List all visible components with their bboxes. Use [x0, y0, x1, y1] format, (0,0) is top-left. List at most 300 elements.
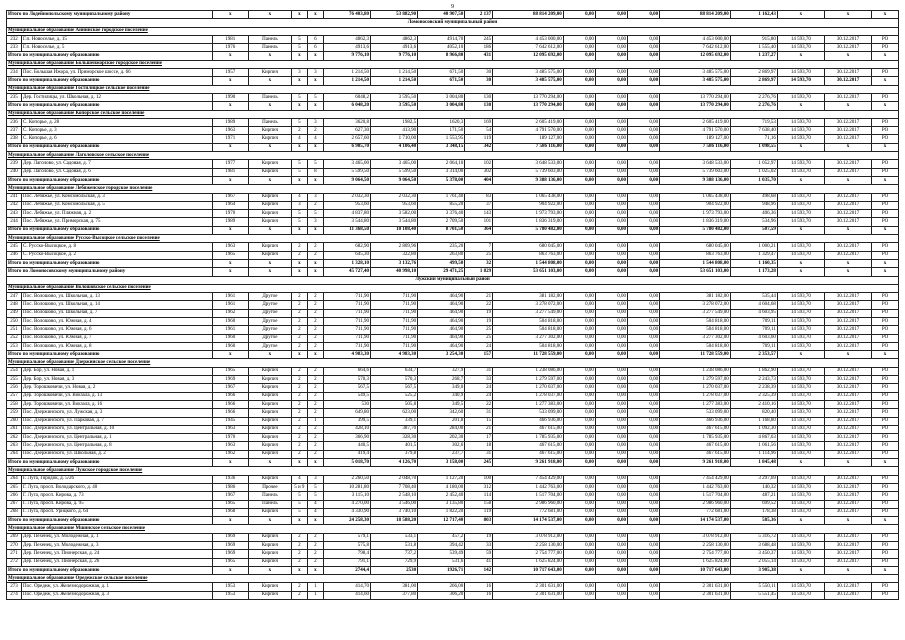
value-cell: 2 986 960,00 — [493, 500, 564, 508]
value-cell: 0,00 — [627, 384, 659, 392]
value-cell: 1966 — [212, 392, 248, 400]
value-cell: 0,00 — [595, 193, 627, 201]
value-cell: РО — [872, 384, 899, 392]
value-cell: 904 922,00 — [493, 201, 564, 209]
value-cell: 0,00 — [627, 193, 659, 201]
row-number-cell: 268 — [7, 508, 22, 516]
value-cell: 14 593,70 — [777, 533, 824, 541]
address-cell: Дер. Бор, ул. Новая, д. 1 — [21, 367, 212, 375]
value-cell: 0,00 — [595, 558, 627, 566]
value-cell: 8 701,50 — [418, 226, 465, 234]
row-number-cell: 235 — [7, 93, 22, 101]
value-cell: 1969 — [212, 542, 248, 550]
value-cell: 0,00 — [627, 201, 659, 209]
value-cell: x — [249, 52, 292, 60]
value-cell: 130 — [465, 93, 493, 101]
value-cell: 3 348,15 — [418, 143, 465, 151]
value-cell: Кирпич — [249, 376, 292, 384]
value-cell: 404 — [465, 176, 493, 184]
value-cell: 0,00 — [627, 160, 659, 168]
address-cell: Дер. Пехенец, ул. Молодежная, д. 1 — [21, 533, 212, 541]
value-cell: x — [777, 459, 824, 467]
value-cell: 5 — [291, 44, 307, 52]
total-row — [7, 351, 899, 359]
value-cell: 30.12.2017 — [824, 367, 871, 375]
value-cell: 31 — [465, 450, 493, 458]
value-cell: РО — [872, 93, 899, 101]
value-cell: 5 — [291, 500, 307, 508]
value-cell: 0,00 — [595, 210, 627, 218]
value-cell: 0,00 — [595, 176, 627, 184]
value-cell: 14 593,70 — [777, 483, 824, 491]
value-cell: 30.12.2017 — [824, 500, 871, 508]
value-cell: 1 065 438,00 — [660, 193, 731, 201]
value-cell: x — [824, 459, 871, 467]
value-cell: 0,00 — [563, 293, 595, 301]
value-cell: 1 114,96 — [730, 450, 777, 458]
value-cell: 119 — [465, 508, 493, 516]
value-cell: 8 966,80 — [418, 52, 465, 60]
value-cell: 1963 — [212, 425, 248, 433]
value-cell: 76 403,80 — [323, 11, 370, 19]
value-cell: 5 — [291, 210, 307, 218]
value-cell: 101 — [465, 218, 493, 226]
value-cell: x — [824, 52, 871, 60]
value-cell: Кирпич — [249, 210, 292, 218]
value-cell: 3 — [307, 218, 323, 226]
municipality-title: Муниципальное образование Оредежское сельское поселение — [7, 575, 899, 583]
value-cell: 0,00 — [627, 143, 659, 151]
value-cell: 0,00 — [627, 293, 659, 301]
value-cell: 4862,3 — [323, 35, 370, 43]
value-cell: 14 593,70 — [777, 376, 824, 384]
table-row — [7, 193, 899, 201]
value-cell: 406,36 — [730, 210, 777, 218]
value-cell: x — [824, 143, 871, 151]
value-cell: 535,44 — [730, 293, 777, 301]
value-cell: 3 277 302,00 — [660, 334, 731, 342]
value-cell: 266,00 — [418, 583, 465, 591]
municipality-title: Муниципальное образование Мшинское сельское поселение — [7, 525, 899, 533]
value-cell: 0,00 — [627, 492, 659, 500]
value-cell: 1970 — [212, 434, 248, 442]
table-row — [7, 93, 899, 101]
value-cell: 457,2 — [418, 533, 465, 541]
value-cell: 30.12.2017 — [824, 193, 871, 201]
value-cell: 3 546,00 — [371, 500, 418, 508]
value-cell: 772 681,00 — [660, 508, 731, 516]
value-cell: 0,00 — [627, 566, 659, 574]
address-cell: Г. Луга, просп. Кирова, д. 73 — [21, 492, 212, 500]
value-cell: 1 — [307, 591, 323, 599]
row-number-cell: 238 — [7, 135, 22, 143]
value-cell: 1 442 763,00 — [660, 483, 731, 491]
value-cell: x — [212, 566, 248, 574]
value-cell: 2 869,97 — [730, 77, 777, 85]
value-cell: 14 593,70 — [777, 35, 824, 43]
value-cell: 2 238,39 — [730, 384, 777, 392]
value-cell: 263,80 — [418, 251, 465, 259]
table-row — [7, 201, 899, 209]
value-cell: РО — [872, 218, 899, 226]
table-row — [7, 409, 899, 417]
table-row — [7, 317, 899, 325]
value-cell: 14 174 537,00 — [493, 517, 564, 525]
value-cell: 414,60 — [323, 591, 370, 599]
value-cell: 2 — [291, 367, 307, 375]
value-cell: 0,00 — [627, 93, 659, 101]
value-cell: 0,00 — [563, 483, 595, 491]
row-number-cell: 240 — [7, 168, 22, 176]
value-cell: 30.12.2017 — [824, 533, 871, 541]
table-row — [7, 367, 899, 375]
value-cell: 4 — [307, 500, 323, 508]
value-cell: 0,00 — [563, 550, 595, 558]
value-cell: 2530 — [371, 566, 418, 574]
value-cell: 30.12.2017 — [824, 550, 871, 558]
value-cell: 30.12.2017 — [824, 35, 871, 43]
value-cell: 711,90 — [371, 293, 418, 301]
value-cell: x — [824, 268, 871, 276]
address-cell: Дер. Гостилицы, ул. Школьная, д. 12 — [21, 93, 212, 101]
value-cell: 30.12.2017 — [824, 334, 871, 342]
value-cell: 268,7 — [418, 376, 465, 384]
value-cell: 339,1 — [371, 417, 418, 425]
value-cell: 25 — [465, 326, 493, 334]
value-cell: 1 836 319,00 — [660, 218, 731, 226]
value-cell: 6 905,70 — [323, 143, 370, 151]
value-cell: 0,00 — [595, 52, 627, 60]
total-label-cell: Итого по Ломоносовскому муниципальному району — [7, 268, 213, 276]
value-cell: 671,50 — [418, 77, 465, 85]
value-cell: 4 — [291, 135, 307, 143]
value-cell: 533,1 — [371, 533, 418, 541]
address-cell: Пос. Лебяжье, ул. Комсомольская, д. 3 — [21, 193, 212, 201]
value-cell: 2 — [307, 251, 323, 259]
value-cell: 4 — [307, 135, 323, 143]
value-cell: 30.12.2017 — [824, 201, 871, 209]
total-row — [7, 459, 899, 467]
value-cell: 1965 — [212, 558, 248, 566]
value-cell: 30.12.2017 — [824, 342, 871, 350]
value-cell: Другое — [249, 317, 292, 325]
value-cell: 3 004,80 — [418, 102, 465, 110]
value-cell: 30.12.2017 — [824, 93, 871, 101]
address-cell: Пос. Дзержинского, ул. Лужская, д. 3 — [21, 409, 212, 417]
value-cell: РО — [872, 442, 899, 450]
value-cell: 0,00 — [627, 425, 659, 433]
value-cell: 4 837,80 — [323, 210, 370, 218]
value-cell: 30.12.2017 — [824, 558, 871, 566]
value-cell: 12 717,40 — [418, 517, 465, 525]
address-cell: Дер. Бор, ул. Новая, д. 3 — [21, 376, 212, 384]
value-cell: x — [777, 102, 824, 110]
value-cell: Кирпич — [249, 400, 292, 408]
value-cell: РО — [872, 44, 899, 52]
value-cell: x — [872, 52, 899, 60]
total-row — [7, 176, 899, 184]
value-cell: 14 593,70 — [777, 550, 824, 558]
value-cell: 2 — [291, 417, 307, 425]
value-cell: 0,00 — [563, 442, 595, 450]
value-cell: 25 — [465, 251, 493, 259]
row-number-cell: 255 — [7, 376, 22, 384]
value-cell: 855,20 — [418, 201, 465, 209]
municipality-header-row — [7, 152, 899, 160]
value-cell: 0,00 — [627, 483, 659, 491]
value-cell: 14 593,70 — [777, 317, 824, 325]
value-cell: 3 450,37 — [730, 550, 777, 558]
value-cell: 711,90 — [371, 309, 418, 317]
value-cell: 5 551,45 — [730, 591, 777, 599]
value-cell: 2 — [307, 334, 323, 342]
value-cell: Кирпич — [249, 201, 292, 209]
value-cell: 4 106,40 — [371, 143, 418, 151]
table-row — [7, 450, 899, 458]
value-cell: 13 770 294,00 — [660, 93, 731, 101]
value-cell: 2 — [291, 342, 307, 350]
value-cell: 9 388 136,00 — [660, 176, 731, 184]
value-cell: 387,70 — [371, 425, 418, 433]
value-cell: 2 605 419,00 — [493, 118, 564, 126]
value-cell: 711,90 — [371, 334, 418, 342]
value-cell: РО — [872, 392, 899, 400]
value-cell: 0,00 — [595, 293, 627, 301]
value-cell: 1 098,55 — [730, 143, 777, 151]
table-row — [7, 334, 899, 342]
total-row — [7, 259, 899, 267]
value-cell: 30.12.2017 — [824, 492, 871, 500]
value-cell: 2 — [307, 317, 323, 325]
value-cell: 0,00 — [627, 376, 659, 384]
value-cell: 0,00 — [627, 127, 659, 135]
value-cell: 5 — [291, 35, 307, 43]
value-cell: 1963 — [212, 243, 248, 251]
value-cell: 302,6 — [418, 442, 465, 450]
value-cell: 10 108,40 — [371, 226, 418, 234]
value-cell: 1 173,28 — [730, 268, 777, 276]
value-cell: 30.12.2017 — [824, 425, 871, 433]
value-cell: 1 442 763,00 — [493, 483, 564, 491]
value-cell: 413,90 — [371, 127, 418, 135]
value-cell: Другое — [249, 326, 292, 334]
value-cell: 14 593,70 — [777, 77, 824, 85]
value-cell: 0,00 — [627, 52, 659, 60]
value-cell: 71,16 — [730, 135, 777, 143]
address-cell: Пос. Волошово, ул. Южная, д. 6 — [21, 326, 212, 334]
value-cell: x — [777, 11, 824, 19]
value-cell: 575,8 — [323, 542, 370, 550]
value-cell: 2 — [291, 301, 307, 309]
value-cell: 2 — [307, 558, 323, 566]
value-cell: Кирпич — [249, 251, 292, 259]
value-cell: 7 454 429,00 — [660, 475, 731, 483]
value-cell: x — [872, 517, 899, 525]
value-cell: 30.12.2017 — [824, 309, 871, 317]
value-cell: 711,90 — [323, 309, 370, 317]
value-cell: 0,00 — [627, 259, 659, 267]
value-cell: 2 — [291, 409, 307, 417]
value-cell: 0,00 — [627, 417, 659, 425]
value-cell: 0,00 — [563, 384, 595, 392]
value-cell: 0,00 — [563, 367, 595, 375]
value-cell: 1966 — [212, 400, 248, 408]
row-number-cell: 269 — [7, 533, 22, 541]
value-cell: 0,00 — [595, 566, 627, 574]
value-cell: 709,11 — [730, 326, 777, 334]
value-cell: x — [291, 102, 307, 110]
value-cell: 0,00 — [627, 400, 659, 408]
total-row — [7, 143, 899, 151]
value-cell: 0,00 — [563, 591, 595, 599]
value-cell: 14 593,70 — [777, 168, 824, 176]
value-cell: 5 550,11 — [730, 583, 777, 591]
value-cell: РО — [872, 210, 899, 218]
value-cell: Кирпич — [249, 367, 292, 375]
value-cell: x — [872, 176, 899, 184]
value-cell: 245 — [465, 35, 493, 43]
value-cell: x — [824, 11, 871, 19]
value-cell: 17 — [465, 434, 493, 442]
total-row — [7, 102, 899, 110]
value-cell: 1 270 037,00 — [660, 384, 731, 392]
value-cell: 0,00 — [563, 425, 595, 433]
value-cell: x — [291, 459, 307, 467]
value-cell: 0,00 — [595, 168, 627, 176]
table-row — [7, 500, 899, 508]
value-cell: Кирпич — [249, 583, 292, 591]
value-cell: 1968 — [212, 508, 248, 516]
row-number-cell: 251 — [7, 326, 22, 334]
value-cell: 3 — [291, 69, 307, 77]
value-cell: Кирпич — [249, 508, 292, 516]
value-cell: РО — [872, 243, 899, 251]
value-cell: x — [872, 268, 899, 276]
value-cell: РО — [872, 492, 899, 500]
row-number-cell: 264 — [7, 450, 22, 458]
value-cell: Кирпич — [249, 442, 292, 450]
value-cell: 1 237,27 — [730, 52, 777, 60]
value-cell: 1 238 086,00 — [493, 367, 564, 375]
value-cell: 14 593,70 — [777, 583, 824, 591]
value-cell: 1 973 793,00 — [493, 210, 564, 218]
value-cell: 1960 — [212, 342, 248, 350]
value-cell: x — [249, 517, 292, 525]
value-cell: 2 — [291, 376, 307, 384]
value-cell: Кирпич — [249, 243, 292, 251]
value-cell: 0,00 — [627, 475, 659, 483]
value-cell: 504 818,00 — [493, 342, 564, 350]
value-cell: 30.12.2017 — [824, 301, 871, 309]
district-title: Ломоносовский муниципальный район — [7, 19, 899, 27]
value-cell: 719,53 — [730, 118, 777, 126]
value-cell: 381 182,00 — [660, 293, 731, 301]
value-cell: 7 638,40 — [730, 127, 777, 135]
value-cell: 467 615,00 — [660, 425, 731, 433]
value-cell: 0,00 — [595, 35, 627, 43]
address-cell: С. Русско-Высоцкое, д. 8 — [21, 243, 212, 251]
value-cell: 498,68 — [730, 193, 777, 201]
value-cell: 0,00 — [563, 135, 595, 143]
address-cell: Пос. Дзержинского, ул. Школьная, д. 2 — [21, 450, 212, 458]
value-cell: 467 615,00 — [493, 450, 564, 458]
value-cell: 467 615,00 — [493, 425, 564, 433]
value-cell: 9 261 918,00 — [493, 459, 564, 467]
value-cell: 2 657,60 — [323, 135, 370, 143]
value-cell: 14 593,70 — [777, 475, 824, 483]
value-cell: 504 818,00 — [660, 342, 731, 350]
value-cell: 2 — [291, 334, 307, 342]
value-cell: 1 277 383,00 — [660, 400, 731, 408]
value-cell: 0,00 — [563, 118, 595, 126]
value-cell: 59 — [465, 550, 493, 558]
value-cell: 464,90 — [418, 326, 465, 334]
value-cell: x — [307, 517, 323, 525]
value-cell: 0,00 — [563, 309, 595, 317]
value-cell: 3 277 549,00 — [493, 309, 564, 317]
value-cell: Кирпич — [249, 475, 292, 483]
total-label-cell: Итого по муниципальному образованию — [7, 176, 213, 184]
value-cell: 570,3 — [323, 376, 370, 384]
value-cell: 711,90 — [371, 301, 418, 309]
value-cell: x — [824, 176, 871, 184]
value-cell: РО — [872, 293, 899, 301]
value-cell: 820,40 — [730, 409, 777, 417]
value-cell: 45 727,40 — [323, 268, 370, 276]
value-cell: Панель — [249, 500, 292, 508]
value-cell: 5 — [291, 492, 307, 500]
value-cell: 6 — [307, 44, 323, 52]
value-cell: 530 — [323, 400, 370, 408]
value-cell: 14 593,70 — [777, 500, 824, 508]
value-cell: 0,00 — [627, 69, 659, 77]
value-cell: 1953 — [212, 583, 248, 591]
total-row — [7, 11, 899, 19]
value-cell: 4 453 000,00 — [493, 35, 564, 43]
value-cell: 0,00 — [563, 301, 595, 309]
value-cell: 1961 — [212, 301, 248, 309]
address-cell: Пос. Волошово, ул. Школьная, д. 13 — [21, 293, 212, 301]
value-cell: 13 770 294,00 — [493, 102, 564, 110]
value-cell: 83 — [465, 193, 493, 201]
value-cell: 3 297,69 — [730, 475, 777, 483]
value-cell: 140,32 — [730, 483, 777, 491]
value-cell: 30.12.2017 — [824, 44, 871, 52]
value-cell: 2 301 631,00 — [493, 591, 564, 599]
value-cell: 5 — [307, 492, 323, 500]
value-cell: 2 — [291, 251, 307, 259]
value-cell: РО — [872, 400, 899, 408]
value-cell: 585,36 — [730, 517, 777, 525]
value-cell: 14 593,70 — [777, 434, 824, 442]
value-cell: 2 — [291, 550, 307, 558]
value-cell: 649,80 — [323, 409, 370, 417]
value-cell: 342 — [465, 143, 493, 151]
value-cell: 699,52 — [730, 500, 777, 508]
value-cell: 2 301 631,00 — [493, 583, 564, 591]
value-cell: 3 278 072,00 — [493, 301, 564, 309]
table-body — [7, 11, 899, 600]
total-label-cell: Итого по муниципальному образованию — [7, 52, 213, 60]
value-cell: 0,00 — [627, 442, 659, 450]
value-cell: 30.12.2017 — [824, 135, 871, 143]
value-cell: РО — [872, 508, 899, 516]
value-cell: 0,00 — [627, 176, 659, 184]
value-cell: 3 314,00 — [418, 168, 465, 176]
value-cell: 0,00 — [563, 459, 595, 467]
value-cell: 3 277 549,00 — [660, 309, 731, 317]
municipality-header-row — [7, 85, 899, 93]
